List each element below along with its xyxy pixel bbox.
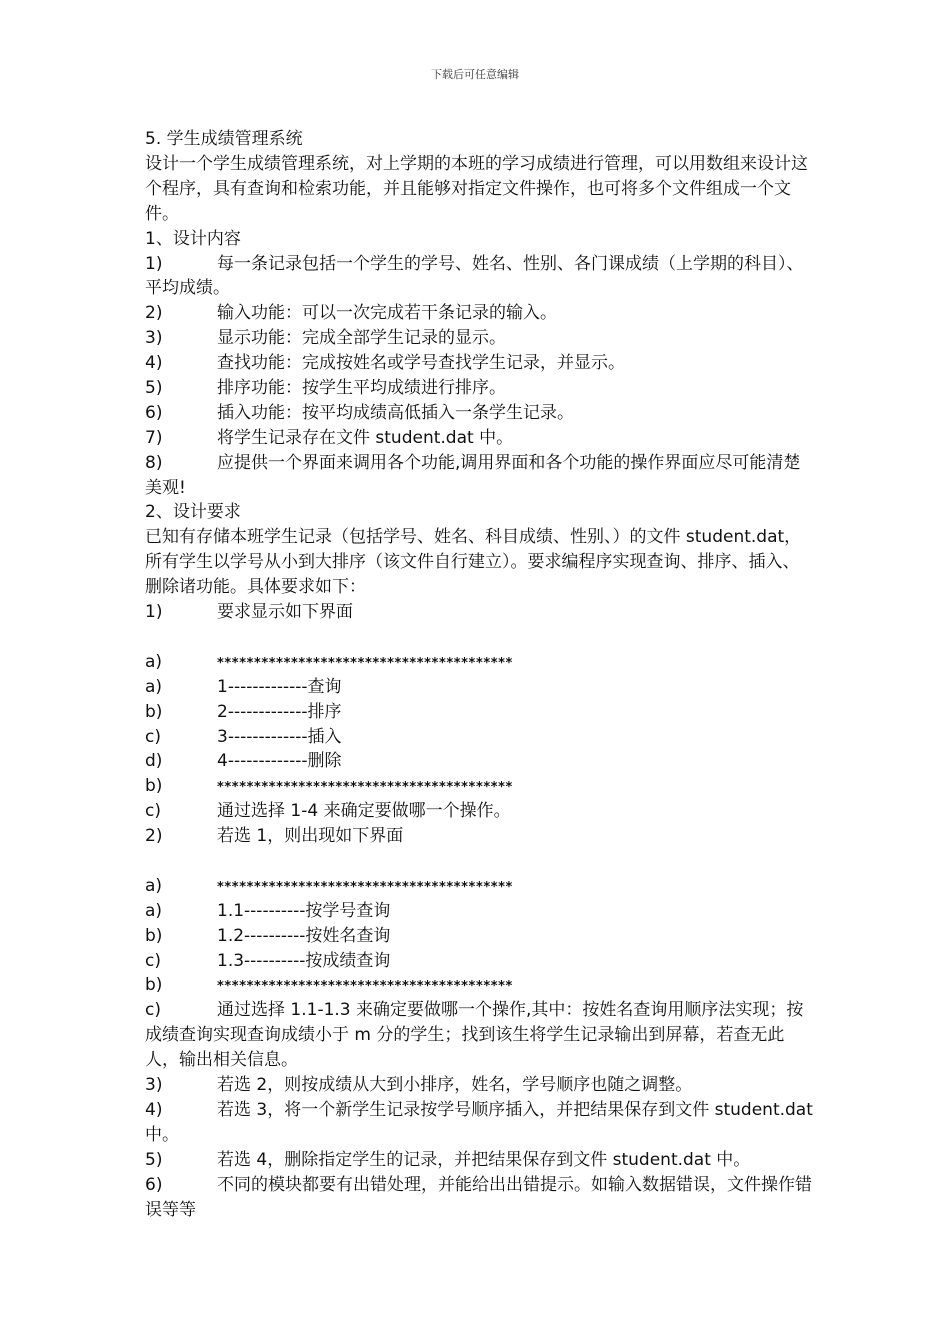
item-number: 1) [145, 602, 163, 623]
menu-option: 3-------------插入 [217, 726, 342, 747]
item-text: 若选 4，删除指定学生的记录，并把结果保存到文件 student.dat 中。 [217, 1149, 751, 1170]
item-number: 4) [145, 353, 163, 374]
spacer [145, 849, 815, 874]
item-number: 2) [145, 303, 163, 324]
document-body [145, 127, 815, 1222]
menu-line [145, 774, 815, 799]
item-number: 5) [145, 377, 163, 398]
item-text: 显示功能：完成全部学生记录的显示。 [217, 328, 506, 349]
menu-label: b) [145, 925, 163, 946]
document-title: 5. 学生成绩管理系统 [145, 129, 303, 149]
section1-heading: 1、设计内容 [145, 228, 241, 249]
item-text: 每一条记录包括一个学生的学号、姓名、性别、各门课成绩（上学期的科目）、平均成绩。 [145, 253, 804, 299]
item-number: 5) [145, 1149, 163, 1170]
menu-line [145, 874, 815, 899]
list-item [145, 1173, 815, 1223]
menu-line [145, 899, 815, 924]
menu-label: a) [145, 676, 163, 697]
menu-label: a) [145, 900, 163, 921]
item-number: 4) [145, 1099, 163, 1120]
item-number: 2) [145, 826, 163, 847]
menu-label: c) [145, 1000, 161, 1021]
menu-border: **************************************** [217, 655, 513, 671]
menu-note: 通过选择 1-4 来确定要做哪一个操作。 [217, 801, 511, 822]
list-item [145, 326, 815, 351]
menu-line [145, 924, 815, 949]
menu-line [145, 998, 815, 1073]
item-text: 若选 2，则按成绩从大到小排序，姓名，学号顺序也随之调整。 [217, 1075, 693, 1096]
menu-line [145, 700, 815, 725]
item-text: 要求显示如下界面 [217, 602, 353, 623]
item-text: 若选 1，则出现如下界面 [217, 826, 404, 847]
item-number: 8) [145, 452, 163, 473]
menu-label: c) [145, 801, 161, 822]
menu-label: b) [145, 776, 163, 797]
menu-option: 1.2----------按姓名查询 [217, 925, 391, 946]
menu-option: 1.3----------按成绩查询 [217, 950, 391, 971]
spacer [145, 625, 815, 650]
menu-line [145, 973, 815, 998]
list-item [145, 252, 815, 302]
menu-border: **************************************** [217, 879, 513, 895]
menu-label: d) [145, 751, 163, 772]
list-item [145, 301, 815, 326]
menu-border: **************************************** [217, 979, 513, 995]
section2-heading: 2、设计要求 [145, 502, 241, 523]
menu-note: 通过选择 1.1-1.3 来确定要做哪一个操作,其中：按姓名查询用顺序法实现；按成绩查询实现查询成绩小于 m 分的学生；找到该生将学生记录输出到屏幕，若查无此人，输出相关信息。 [145, 1000, 804, 1071]
list-item [145, 426, 815, 451]
item-text: 不同的模块都要有出错处理，并能给出出错提示。如输入数据错误，文件操作错误等等 [145, 1174, 812, 1220]
item-number: 6) [145, 402, 163, 423]
item-number: 1) [145, 253, 163, 274]
list-item [145, 376, 815, 401]
menu-option: 1.1----------按学号查询 [217, 900, 391, 921]
item-text: 查找功能：完成按姓名或学号查找学生记录，并显示。 [217, 353, 625, 374]
item-number: 7) [145, 427, 163, 448]
list-item [145, 1073, 815, 1098]
list-item [145, 824, 815, 849]
menu-line [145, 675, 815, 700]
menu-option: 1-------------查询 [217, 676, 342, 697]
item-text: 将学生记录存在文件 student.dat 中。 [217, 427, 514, 448]
menu-label: b) [145, 701, 163, 722]
list-item [145, 1148, 815, 1173]
list-item [145, 1098, 815, 1148]
list-item [145, 401, 815, 426]
menu-line [145, 949, 815, 974]
item-number: 3) [145, 1075, 163, 1096]
menu-label: c) [145, 726, 161, 747]
item-number: 6) [145, 1174, 163, 1195]
menu-line [145, 749, 815, 774]
menu-line [145, 799, 815, 824]
intro-paragraph: 设计一个学生成绩管理系统，对上学期的本班的学习成绩进行管理，可以用数组来设计这个程序，具有查询和检索功能，并且能够对指定文件操作，也可将多个文件组成一个文件。 [145, 153, 808, 224]
menu-option: 4-------------删除 [217, 751, 342, 772]
list-item [145, 451, 815, 501]
menu-option: 2-------------排序 [217, 701, 342, 722]
item-text: 插入功能：按平均成绩高低插入一条学生记录。 [217, 402, 574, 423]
page-header: 下载后可任意编辑 [431, 68, 519, 81]
list-item [145, 351, 815, 376]
menu-line [145, 725, 815, 750]
menu-label: a) [145, 651, 163, 672]
item-text: 输入功能：可以一次完成若干条记录的输入。 [217, 303, 557, 324]
item-number: 3) [145, 328, 163, 349]
item-text: 若选 3，将一个新学生记录按学号顺序插入，并把结果保存到文件 student.dat 中。 [145, 1099, 813, 1145]
item-text: 排序功能：按学生平均成绩进行排序。 [217, 377, 506, 398]
item-text: 应提供一个界面来调用各个功能,调用界面和各个功能的操作界面应尽可能清楚美观! [145, 452, 801, 498]
menu-label: b) [145, 975, 163, 996]
menu-label: a) [145, 875, 163, 896]
list-item [145, 600, 815, 625]
menu-border: **************************************** [217, 780, 513, 796]
section2-intro: 已知有存储本班学生记录（包括学号、姓名、科目成绩、性别、）的文件 student.dat，所有学生以学号从小到大排序（该文件自行建立）。要求编程序实现查询、排序、插入、删除诸功能。具体要求如下： [145, 527, 802, 598]
menu-line [145, 650, 815, 675]
menu-label: c) [145, 950, 161, 971]
